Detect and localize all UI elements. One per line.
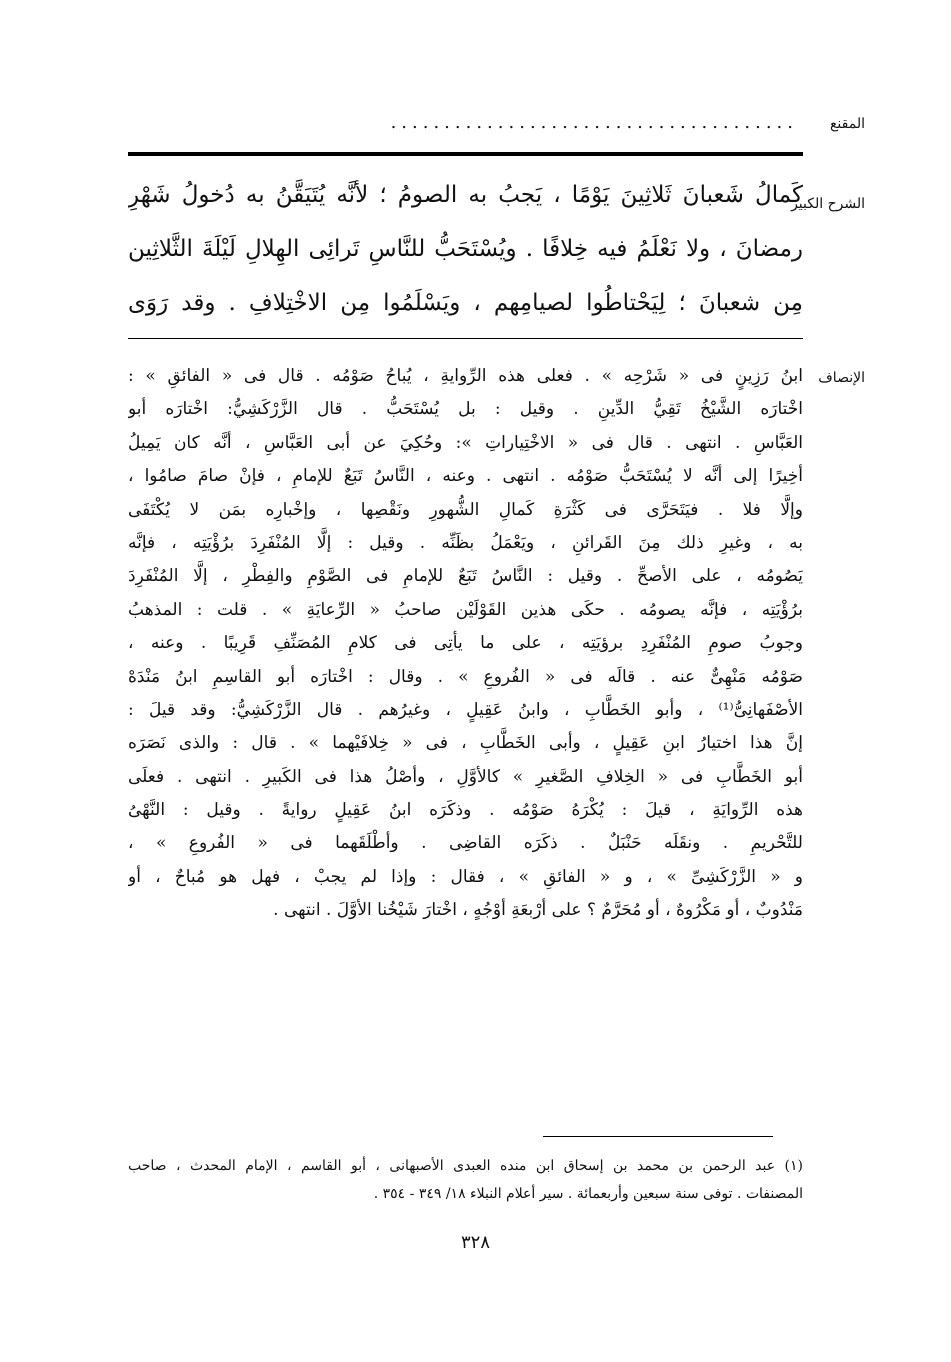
insaf-line: يَصُومُه ، على الأصحِّ . وقيل : النَّاسُ تَبَعٌ للإمامِ فى الصَّوْمِ والفِطْرِ ، إلَّا المُنْفَرِدَ: [128, 566, 803, 587]
sharh-text: [128, 168, 803, 330]
footnote-line: المصنفات . توفى سنة سبعين وأربعمائة . سير أعلام النبلاء ١٨/ ٣٤٩ - ٣٥٤ .: [373, 1186, 803, 1202]
insaf-line: وجوبُ صومِ المُنْفَرِدِ برؤيَتِه ، على ما يأتِى فى كلامِ المُصَنِّفِ قَرِيبًا . وعنه ،: [128, 633, 803, 654]
insaf-label: الإنصاف: [818, 370, 865, 386]
insaf-line: الأصْفَهانِىُّ⁽¹⁾ ، وأبو الخَطَّابِ ، وابنُ عَقِيلٍ ، وغيرُهم . قال الزَّرْكَشِيُّ: وقد قيلَ :: [128, 699, 803, 720]
insaf-line: به ، وغيرِ ذلك مِنَ القَرائنِ ، ويَعْمَلُ بظَنِّه . وقيل : إلَّا المُنْفَرِدَ برُؤْيَتِه ، فإنَّه: [128, 532, 803, 553]
insaf-line: للتَّحْريمِ . ونقَلَه حَنْبَلٌ . ذكَرَه القاضِى . وأطْلَقَهما فى « الفُروعِ » ،: [128, 833, 803, 854]
header-rule: [128, 152, 803, 156]
insaf-line: ابنُ رَزِينٍ فى « شَرْحِه » . فعلى هذه الرِّوايةِ ، يُباحُ صَوْمُه . قال فى « الفائقِ » :: [128, 366, 803, 386]
footnote: [128, 1152, 803, 1208]
running-title: المقنع: [829, 116, 865, 132]
sharh-line: كَمالُ شَعبانَ ثَلاثِينَ يَوْمًا ، يَجبُ به الصومُ ؛ لأنَّه يُتَيَقَّنُ به دُخولُ شَهْرِ: [128, 182, 803, 208]
insaf-line: اخْتارَه الشَّيْخُ تَقِيُّ الدِّينِ . وقيل : بل يُسْتَحَبُّ . قال الزَّرْكَشِيُّ: اخْتارَه أبو: [128, 399, 803, 420]
insaf-line: برُؤْيَتِه ، فإنَّه يصومُه . حكَى هذين القَوْلَيْن صاحبُ « الرِّعايَةِ » . قلت : المذهبُ: [128, 599, 803, 620]
insaf-line: العَبَّاسِ . انتهى . قال فى « الاخْتِياراتِ »: وحُكِيَ عن أبى العَبَّاسِ ، أنَّه كان يَمِيلُ: [128, 432, 803, 453]
insaf-line: صَوْمُه مَنْهِىٌّ عنه . قالَه فى « الفُروعِ » . وقال : اخْتارَه أبو القاسِمِ ابنُ مَنْدَهْ: [128, 666, 803, 687]
insaf-line: هذه الرِّوايَةِ ، قيلَ : يُكْرَهُ صَوْمُه . وذكَرَه ابنُ عَقِيلٍ روايةً . وقيل : النَّهْىُ: [128, 800, 803, 821]
page-number: ٣٢٨: [460, 1232, 490, 1253]
insaf-line: أبو الخَطَّابِ فى « الخِلافِ الصَّغيرِ » كالأوَّلِ ، وأصْلُ هذا فى الكَبيرِ . انتهى . فعلَى: [128, 766, 803, 787]
footnote-line: (١) عبد الرحمن بن محمد بن إسحاق ابن منده العبدى الأصبهانى ، أبو القاسم ، الإمام المحدث ، صاحب: [128, 1158, 803, 1174]
sharh-label: الشرح الكبير: [791, 196, 865, 212]
section-divider: [128, 338, 803, 339]
insaf-line: مَنْدُوبٌ ، أو مَكْرُوهٌ ، أو مُحَرَّمٌ ؟ على أرْبعَةِ أوْجُهٍ ، اخْتارَ شَيْخُنا الأوَّلَ . انتهى .: [273, 900, 803, 921]
header-dotted-leader: ......................................: [390, 112, 798, 133]
insaf-line: وإلَّا فلا . فيَتَحَرَّى فى كَثْرَةِ كَمالِ الشُّهورِ ونَقْصِها ، وإخْبارِه بمَن لا يُكْتَفَى: [128, 499, 803, 520]
footnote-rule: [543, 1136, 773, 1137]
insaf-line: و « الزَّرْكَشِىِّ » ، و « الفائقِ » ، فقال : وإذا لم يجبْ ، فهل هو مُباحٌ ، أو: [128, 866, 803, 887]
sharh-line: رمضانَ ، ولا نَعْلَمُ فيه خِلافًا . ويُسْتَحَبُّ للنَّاسِ تَرائِى الهِلالِ لَيْلَةَ الثَّلاثِين: [128, 236, 803, 262]
insaf-line: أخِيرًا إلى أنَّه لا يُسْتَحَبُّ صَوْمُه . انتهى . وعنه ، النَّاسُ تَبَعٌ للإمامِ ، فإنْ صامَ صامُوا ،: [128, 466, 803, 487]
sharh-line: مِن شعبانَ ؛ لِيَحْتاطُوا لصيامِهم ، ويَسْلَمُوا مِن الاخْتِلافِ . وقد رَوَى: [128, 290, 803, 316]
insaf-text: [128, 360, 803, 928]
insaf-line: إنَّ هذا اختيارُ ابنِ عَقِيلٍ ، وأبى الخَطَّابِ ، فى « خِلافَيْهما » . قال : والذى نَصَرَه: [128, 733, 803, 754]
